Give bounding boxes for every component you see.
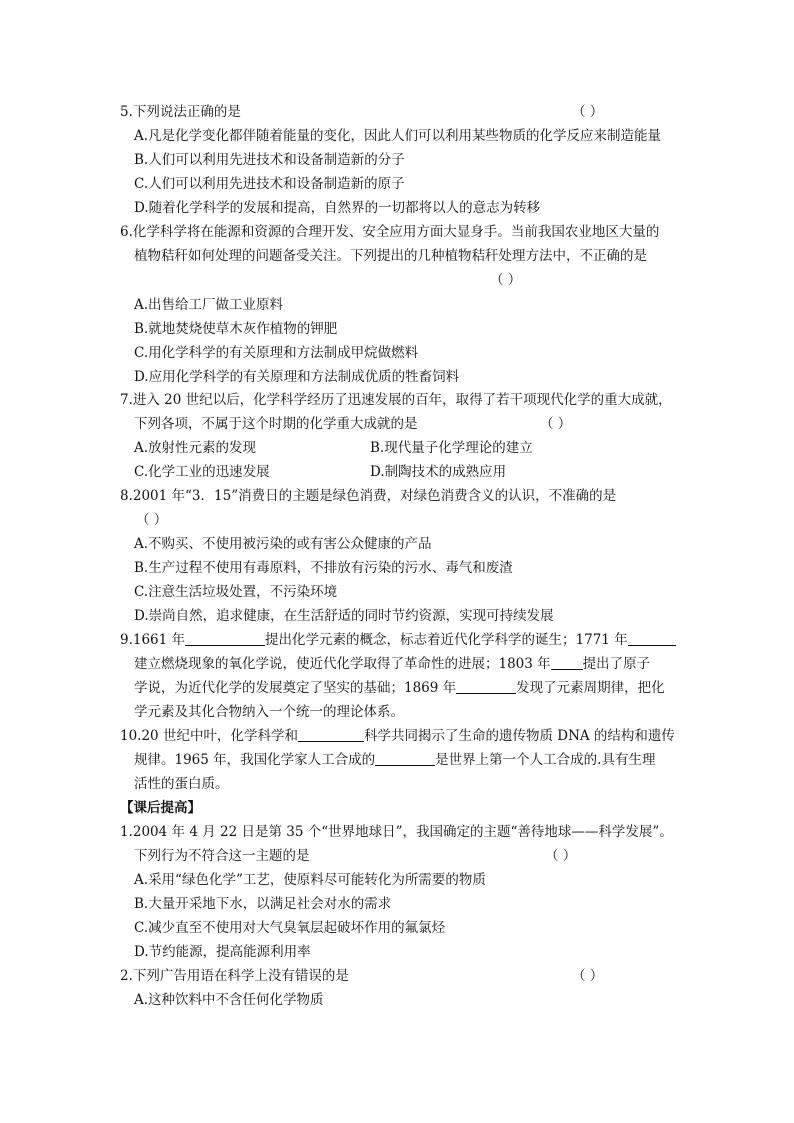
q10-text: 规律。1965 年，我国化学家人工合成的 — [134, 752, 376, 768]
q7-answer-paren: （ ） — [540, 416, 572, 432]
q7-stem-line2: 下列各项，不属于这个时期的化学重大成就的是 — [134, 416, 418, 432]
p1-stem-line1: 1.2004 年 4 月 22 日是第 35 个“世界地球日”，我国确定的主题“善待地球——科学发展”。 — [120, 824, 673, 840]
q8-option-d: D.崇尚自然，追求健康，在生活舒适的同时节约资源，实现可持续发展 — [134, 608, 554, 624]
q8-option-b: B.生产过程不使用有毒原料，不排放有污染的污水、毒气和废渣 — [134, 560, 513, 576]
q5-option-c: C.人们可以利用先进技术和设备制造新的原子 — [134, 176, 405, 192]
q9-text: 提出化学元素的概念，标志着近代化学科学的诞生；1771 年 — [265, 632, 628, 648]
q7-option-d: D.制陶技术的成熟应用 — [370, 464, 507, 480]
q9-blank-1[interactable] — [185, 631, 265, 646]
q6-stem-line2: 植物秸秆如何处理的问题备受关注。下列提出的几种植物秸秆处理方法中，不正确的是 — [134, 248, 647, 264]
p1-option-c: C.减少直至不使用对大气臭氧层起破坏作用的氟氯烃 — [134, 920, 446, 936]
p1-option-a: A.采用“绿色化学”工艺，使原料尽可能转化为所需要的物质 — [134, 872, 486, 888]
p2-stem: 2.下列广告用语在科学上没有错误的是 — [120, 968, 349, 984]
p1-answer-paren: （ ） — [545, 848, 577, 864]
q10-text: 科学共同揭示了生命的遗传物质 DNA 的结构和遗传 — [363, 728, 675, 744]
q8-option-c: C.注意生活垃圾处置，不污染环境 — [134, 584, 338, 600]
q8-answer-paren: （ ） — [136, 512, 168, 528]
q9-line4: 学元素及其化合物纳入一个统一的理论体系。 — [134, 704, 404, 720]
q5-stem: 5.下列说法正确的是 — [120, 104, 241, 120]
q6-answer-paren: （ ） — [490, 272, 522, 288]
q5-option-b: B.人们可以利用先进技术和设备制造新的分子 — [134, 152, 405, 168]
p1-option-b: B.大量开采地下水，以满足社会对水的需求 — [134, 896, 392, 912]
q9-text: 学说，为近代化学的发展奠定了坚实的基础；1869 年 — [134, 680, 457, 696]
q10-line2 — [134, 751, 655, 769]
q9-line3 — [134, 679, 665, 697]
q6-option-a: A.出售给工厂做工业原料 — [134, 297, 284, 313]
q6-stem-line1: 6.化学科学将在能源和资源的合理开发、安全应用方面大显身手。当前我国农业地区大量的 — [120, 224, 660, 240]
q10-text: 10.20 世纪中叶，化学科学和 — [120, 728, 298, 744]
q9-text: 发现了元素周期律，把化 — [516, 680, 665, 696]
q10-blank-2[interactable] — [375, 751, 435, 766]
p2-answer-paren: （ ） — [572, 968, 604, 984]
q9-line2 — [134, 655, 650, 673]
q5-answer-paren: （ ） — [572, 104, 604, 120]
q10-line3: 活性的蛋白质。 — [134, 776, 229, 792]
q10-line1 — [120, 727, 675, 745]
q7-option-c: C.化学工业的迅速发展 — [134, 464, 270, 480]
q9-text: 建立燃烧现象的氧化学说，使近代化学取得了革命性的进展；1803 年 — [134, 656, 551, 672]
q6-option-b: B.就地焚烧使草木灰作植物的钾肥 — [134, 321, 338, 337]
q5-option-a: A.凡是化学变化都伴随着能量的变化，因此人们可以利用某些物质的化学反应来制造能量 — [134, 128, 662, 144]
q6-option-d: D.应用化学科学的有关原理和方法制成优质的牲畜饲料 — [134, 369, 460, 385]
q9-blank-2[interactable] — [628, 631, 676, 646]
q7-option-a: A.放射性元素的发现 — [134, 440, 257, 456]
q9-blank-4[interactable] — [456, 679, 516, 694]
q7-stem-line1: 7.进入 20 世纪以后，化学科学经历了迅速发展的百年，取得了若干项现代化学的重大成就， — [120, 392, 672, 408]
q9-line1 — [120, 631, 676, 649]
q10-blank-1[interactable] — [298, 727, 364, 742]
q9-text: 9.1661 年 — [120, 632, 186, 648]
q7-option-b: B.现代量子化学理论的建立 — [370, 440, 533, 456]
p1-stem-line2: 下列行为不符合这一主题的是 — [134, 848, 310, 864]
section-heading: 【课后提高】 — [120, 800, 201, 816]
q9-text: 提出了原子 — [582, 656, 651, 672]
q9-blank-3[interactable] — [551, 655, 583, 670]
p1-option-d: D.节约能源，提高能源利用率 — [134, 944, 311, 960]
p2-option-a: A.这种饮料中不含任何化学物质 — [134, 992, 324, 1008]
q8-option-a: A.不购买、不使用被污染的或有害公众健康的产品 — [134, 536, 432, 552]
q5-option-d: D.随着化学科学的发展和提高，自然界的一切都将以人的意志为转移 — [134, 200, 541, 216]
q6-option-c: C.用化学科学的有关原理和方法制成甲烷做燃料 — [134, 345, 419, 361]
q8-stem: 8.2001 年“3．15”消费日的主题是绿色消费，对绿色消费含义的认识，不准确的是 — [120, 488, 617, 504]
q10-text: 是世界上第一个人工合成的.具有生理 — [435, 752, 656, 768]
